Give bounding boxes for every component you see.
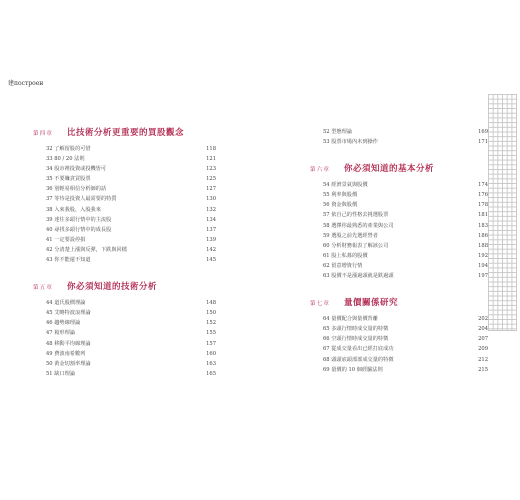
chapter-number: 第五章 <box>33 285 54 292</box>
toc-entry-page: 215 <box>478 366 488 373</box>
toc-entry-page: 137 <box>206 226 216 233</box>
toc-entry-title: 55 利率與股價 <box>323 192 358 199</box>
chapter-number: 第四章 <box>33 131 54 137</box>
toc-entry-title: 51 缺口理論 <box>46 370 75 377</box>
chapter-section <box>310 296 488 375</box>
toc-entry-title: 50 黃金切割率理論 <box>46 360 91 367</box>
toc-entry-title: 45 艾略特波浪理論 <box>46 310 91 317</box>
toc-entry-page: 171 <box>478 139 488 146</box>
toc-entry[interactable] <box>33 194 216 204</box>
toc-entry[interactable] <box>33 235 216 245</box>
toc-entry-page: 163 <box>206 360 216 367</box>
toc-right-column <box>310 127 488 390</box>
toc-entry-page: 181 <box>478 212 488 219</box>
toc-entry-title: 39 達往多頭行情中的主流股 <box>46 216 112 223</box>
book-header <box>8 80 43 88</box>
chapter-heading[interactable] <box>33 126 216 138</box>
toc-entry-page: 207 <box>478 336 488 343</box>
toc-entry-title: 66 空頭行情時成交量的特徵 <box>323 336 389 343</box>
toc-entry-page: 192 <box>478 252 488 259</box>
chapter-number: 第六章 <box>310 167 331 174</box>
toc-entry-title: 35 不要賺貪買股票 <box>46 176 91 183</box>
toc-entry[interactable] <box>33 174 216 184</box>
toc-entry[interactable] <box>310 210 488 220</box>
toc-entry-page: 188 <box>478 242 488 249</box>
toc-entry[interactable] <box>33 339 216 349</box>
toc-entry-page: 132 <box>206 206 216 213</box>
toc-entry[interactable] <box>33 359 216 369</box>
toc-entry-page: 174 <box>478 182 488 189</box>
continued-entries <box>310 127 488 147</box>
toc-entry-title: 49 費波南希數列 <box>46 350 86 357</box>
toc-entry-page: 209 <box>478 346 488 353</box>
toc-entry-title: 68 頭頭底頭部部成交量的特徵 <box>323 356 394 363</box>
toc-entry-title: 44 道氏股價理論 <box>46 300 86 307</box>
toc-entry-page: 176 <box>478 192 488 199</box>
toc-entry[interactable] <box>33 225 216 235</box>
chapter-number: 第七章 <box>310 301 331 308</box>
toc-entry-title: 47 箱形理論 <box>46 330 75 337</box>
toc-entry[interactable] <box>33 298 216 308</box>
toc-entry[interactable] <box>310 180 488 190</box>
toc-entry-page: 194 <box>478 262 488 269</box>
toc-entry[interactable] <box>310 271 488 281</box>
toc-entry[interactable] <box>33 255 216 265</box>
toc-entry[interactable] <box>33 184 216 194</box>
toc-entry-title: 61 股上私募的股價 <box>323 252 368 259</box>
toc-entry-title: 33 80 / 20 法則 <box>46 156 85 163</box>
toc-entry[interactable] <box>33 245 216 255</box>
toc-entry[interactable] <box>310 334 488 344</box>
toc-entry-title: 59 選股之前先選經營者 <box>323 232 378 239</box>
toc-entry-page: 127 <box>206 186 216 193</box>
chapter-section <box>33 126 216 265</box>
chapter-section <box>310 162 488 281</box>
toc-entry-title: 41 一定要設停損 <box>46 236 86 243</box>
toc-entry-title: 69 量價的 10 個經驗法則 <box>323 366 383 373</box>
toc-entry-page: 160 <box>206 350 216 357</box>
toc-entry-title: 34 股市裡投資或投機皆可 <box>46 166 107 173</box>
chapter-title: 量價關係研究 <box>344 298 399 309</box>
toc-entry-title: 60 分析財務報表了解該公司 <box>323 242 389 249</box>
toc-entry-page: 183 <box>478 222 488 229</box>
toc-entry-page: 150 <box>206 310 216 317</box>
toc-entry[interactable] <box>310 261 488 271</box>
toc-entry-title: 40 尋找多頭行情中的成長股 <box>46 226 112 233</box>
chapter-title: 你必須知道的基本分析 <box>344 164 435 175</box>
toc-entry-title: 36 別輕易相信分析師的話 <box>46 186 107 193</box>
toc-entry[interactable] <box>33 328 216 338</box>
toc-entry[interactable] <box>310 365 488 375</box>
toc-entry-page: 204 <box>478 326 488 333</box>
toc-entry[interactable] <box>33 349 216 359</box>
toc-entry-page: 202 <box>478 316 488 323</box>
toc-entry-title: 37 等待是投資人最需要的特質 <box>46 196 117 203</box>
chapter-heading[interactable] <box>33 280 216 292</box>
toc-entry[interactable] <box>33 318 216 328</box>
toc-entry[interactable] <box>33 144 216 154</box>
toc-entry-title: 54 經濟景氣與股價 <box>323 182 368 189</box>
toc-left-column <box>33 126 216 394</box>
toc-entry-page: 139 <box>206 236 216 243</box>
header-line-1: 建построен <box>8 80 44 87</box>
toc-entry[interactable] <box>310 251 488 261</box>
toc-entry-title: 56 資金與股價 <box>323 202 358 209</box>
toc-entry[interactable] <box>310 324 488 334</box>
toc-entry-page: 125 <box>206 176 216 183</box>
toc-entry-page: 118 <box>206 146 216 152</box>
toc-entry-title: 63 股價不是漲過頭就是跌過頭 <box>323 273 394 280</box>
toc-entry-page: 155 <box>206 330 216 337</box>
toc-entry[interactable] <box>310 127 488 137</box>
toc-entry-title: 38 入來我股，入股我來 <box>46 206 101 213</box>
toc-entry-page: 157 <box>206 340 216 347</box>
toc-entry-title: 48 移動平均線理論 <box>46 340 91 347</box>
chapter-title: 你必須知道的技術分析 <box>67 282 158 293</box>
toc-entry[interactable] <box>310 137 488 147</box>
toc-entry[interactable] <box>310 200 488 210</box>
toc-entry-page: 123 <box>206 166 216 173</box>
toc-entry[interactable] <box>310 221 488 231</box>
toc-entry-title: 65 多頭行情時成交量的特徵 <box>323 326 389 333</box>
toc-entry-page: 212 <box>478 356 488 363</box>
toc-entry-page: 186 <box>478 232 488 239</box>
toc-entry[interactable] <box>310 190 488 200</box>
toc-entry[interactable] <box>33 164 216 174</box>
toc-entry-page: 142 <box>206 246 216 253</box>
toc-entry[interactable] <box>310 314 488 324</box>
toc-entry[interactable] <box>310 344 488 354</box>
chapter-heading[interactable] <box>310 162 488 174</box>
toc-entry-title: 64 量價配合與量價背離 <box>323 316 378 323</box>
chapter-section <box>33 280 216 379</box>
toc-entry-page: 145 <box>206 257 216 264</box>
toc-entry-title: 67 從成交量看出已經打底成功 <box>323 346 394 353</box>
chapter-title: 比技術分析更重要的買股觀念 <box>67 128 185 138</box>
toc-entry-title: 57 依自己的性格去挑選股票 <box>323 212 389 219</box>
toc-entry[interactable] <box>33 154 216 164</box>
toc-entry[interactable] <box>33 308 216 318</box>
toc-entry[interactable] <box>33 205 216 215</box>
toc-entry-title: 53 股票市場內未到操作 <box>323 139 378 146</box>
toc-entry-page: 197 <box>478 273 488 280</box>
toc-entry-page: 152 <box>206 320 216 327</box>
toc-entry-page: 130 <box>206 196 216 203</box>
toc-entry-title: 52 型態理論 <box>323 129 352 135</box>
toc-entry[interactable] <box>310 231 488 241</box>
toc-entry-title: 58 選擇你最熟悉的產業與公司 <box>323 222 394 229</box>
toc-entry-page: 178 <box>478 202 488 209</box>
toc-entry-title: 62 留意增資行情 <box>323 262 363 269</box>
toc-entry-title: 32 了解留股的可惜 <box>46 146 91 152</box>
chapter-heading[interactable] <box>310 296 488 308</box>
decorative-grid <box>488 94 517 331</box>
toc-entry[interactable] <box>310 241 488 251</box>
toc-entry[interactable] <box>310 355 488 365</box>
toc-entry-page: 165 <box>206 370 216 377</box>
toc-entry-title: 42 分清楚上漲與反彈，下跌與回檔 <box>46 246 127 253</box>
toc-entry[interactable] <box>33 215 216 225</box>
toc-entry-page: 169 <box>478 129 488 135</box>
toc-entry-page: 148 <box>206 300 216 307</box>
toc-entry-page: 134 <box>206 216 216 223</box>
toc-entry-title: 46 趨勢線理論 <box>46 320 81 327</box>
toc-entry-title: 43 你不能還不知道 <box>46 257 91 264</box>
toc-entry[interactable] <box>33 369 216 379</box>
toc-entry-page: 121 <box>206 156 216 163</box>
